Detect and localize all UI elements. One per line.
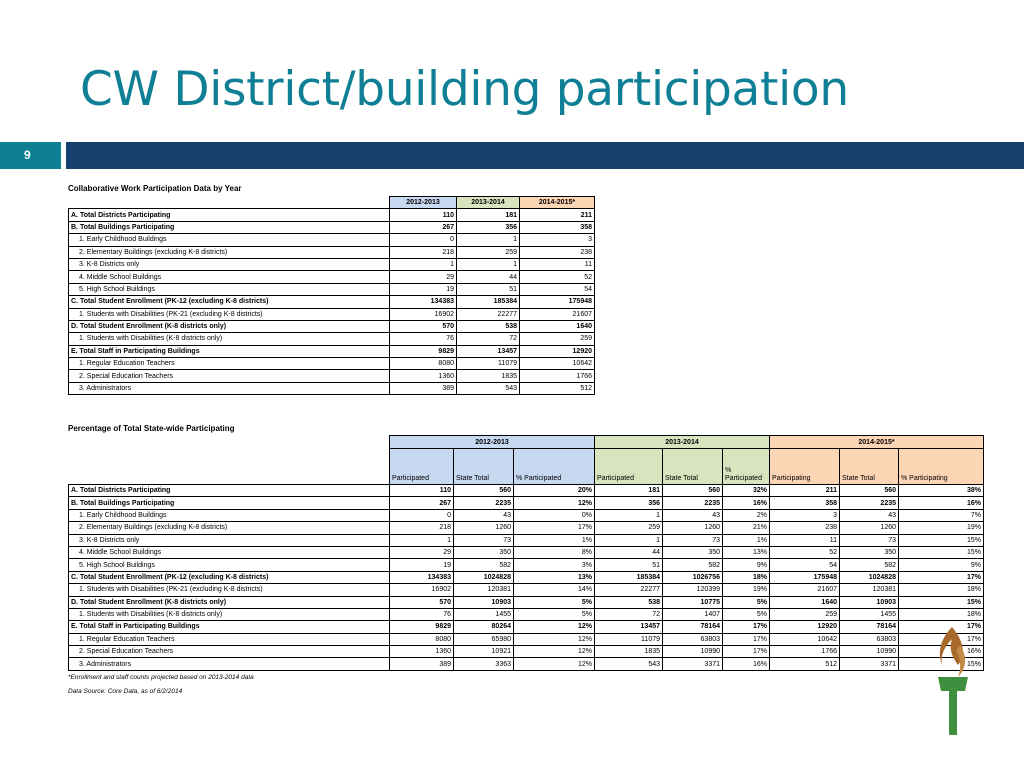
data-cell: 582	[840, 559, 899, 571]
table1-row	[69, 209, 595, 221]
table2-column-header: Participated	[595, 449, 663, 485]
data-cell: 52	[770, 546, 840, 558]
data-cell: 10775	[663, 596, 723, 608]
data-cell: 16%	[899, 497, 984, 509]
data-cell: 13%	[723, 546, 770, 558]
data-cell: 16902	[390, 584, 454, 596]
data-cell: 1	[457, 234, 520, 246]
table1-caption: Collaborative Work Participation Data by Year	[68, 184, 242, 193]
data-cell: 1640	[520, 320, 595, 332]
table2-column-header: % Participating	[899, 449, 984, 485]
data-cell: 18%	[723, 571, 770, 583]
table1-row	[69, 258, 595, 270]
data-cell: 19	[390, 283, 457, 295]
data-cell: 51	[457, 283, 520, 295]
data-cell: 134383	[390, 571, 454, 583]
table2-row	[69, 658, 984, 670]
data-cell: 16%	[899, 646, 984, 658]
row-label: 3. K-8 Districts only	[69, 258, 390, 270]
data-cell: 259	[770, 608, 840, 620]
data-cell: 29	[390, 546, 454, 558]
torch-cup	[938, 677, 968, 691]
data-cell: 134383	[390, 296, 457, 308]
data-cell: 17%	[723, 633, 770, 645]
row-label: 2. Special Education Teachers	[69, 370, 390, 382]
title-divider-bar	[66, 142, 1024, 169]
table1-row	[69, 246, 595, 258]
data-cell: 1360	[390, 370, 457, 382]
data-cell: 19	[390, 559, 454, 571]
table2-year-header: 2013-2014	[595, 436, 770, 449]
row-label: 1. Students with Disabilities (PK-21 (excluding K-8 districts)	[69, 584, 390, 596]
data-cell: 20%	[514, 485, 595, 497]
table1-row	[69, 308, 595, 320]
row-label: D. Total Student Enrollment (K-8 districts only)	[69, 596, 390, 608]
table1-year-header: 2012-2013	[390, 197, 457, 209]
data-cell: 12920	[520, 345, 595, 357]
data-cell: 1%	[723, 534, 770, 546]
table2-column-header: State Total	[454, 449, 514, 485]
data-cell: 3	[770, 509, 840, 521]
data-cell: 560	[454, 485, 514, 497]
row-label: B. Total Buildings Participating	[69, 497, 390, 509]
data-cell: 1260	[454, 522, 514, 534]
data-cell: 3	[520, 234, 595, 246]
table2-row	[69, 534, 984, 546]
table2-row	[69, 522, 984, 534]
table1-corner	[69, 197, 390, 209]
table1-row	[69, 221, 595, 233]
table1-row	[69, 320, 595, 332]
data-cell: 43	[840, 509, 899, 521]
table2-column-header: Participated	[390, 449, 454, 485]
data-cell: 1835	[457, 370, 520, 382]
table2-column-header: State Total	[663, 449, 723, 485]
data-cell: 11079	[457, 358, 520, 370]
data-cell: 76	[390, 333, 457, 345]
data-cell: 43	[663, 509, 723, 521]
data-cell: 17%	[899, 621, 984, 633]
row-label: 3. K-8 Districts only	[69, 534, 390, 546]
data-cell: 18%	[899, 608, 984, 620]
row-label: 5. High School Buildings	[69, 559, 390, 571]
table1-year-header: 2013-2014	[457, 197, 520, 209]
data-cell: 1260	[840, 522, 899, 534]
data-cell: 1	[457, 258, 520, 270]
row-label: 1. Regular Education Teachers	[69, 633, 390, 645]
data-cell: 1	[595, 509, 663, 521]
data-cell: 185384	[595, 571, 663, 583]
data-cell: 15%	[899, 596, 984, 608]
data-cell: 211	[520, 209, 595, 221]
data-cell: 22277	[457, 308, 520, 320]
data-cell: 9%	[899, 559, 984, 571]
data-cell: 538	[457, 320, 520, 332]
data-cell: 582	[454, 559, 514, 571]
table1-row	[69, 234, 595, 246]
data-cell: 175948	[770, 571, 840, 583]
data-cell: 1640	[770, 596, 840, 608]
data-cell: 110	[390, 485, 454, 497]
row-label: B. Total Buildings Participating	[69, 221, 390, 233]
data-cell: 12%	[514, 633, 595, 645]
data-cell: 3371	[663, 658, 723, 670]
data-cell: 12%	[514, 621, 595, 633]
table2-year-header: 2014-2015*	[770, 436, 984, 449]
data-cell: 9829	[390, 345, 457, 357]
table1-row	[69, 271, 595, 283]
data-cell: 2235	[840, 497, 899, 509]
data-cell: 8080	[390, 358, 457, 370]
row-label: E. Total Staff in Participating Buildings	[69, 345, 390, 357]
table2-row	[69, 608, 984, 620]
data-cell: 570	[390, 320, 457, 332]
row-label: C. Total Student Enrollment (PK-12 (excluding K-8 districts)	[69, 571, 390, 583]
data-cell: 11	[770, 534, 840, 546]
row-label: 1. Early Childhood Buildings	[69, 234, 390, 246]
footnote: *Enrollment and staff counts projected based on 2013-2014 data	[68, 674, 254, 681]
data-cell: 73	[663, 534, 723, 546]
row-label: 4. Middle School Buildings	[69, 546, 390, 558]
data-cell: 80264	[454, 621, 514, 633]
data-cell: 10642	[770, 633, 840, 645]
table1-row	[69, 345, 595, 357]
row-label: 5. High School Buildings	[69, 283, 390, 295]
data-cell: 11	[520, 258, 595, 270]
data-cell: 12%	[514, 646, 595, 658]
data-cell: 5%	[514, 608, 595, 620]
data-cell: 65980	[454, 633, 514, 645]
data-cell: 120381	[840, 584, 899, 596]
data-cell: 1026756	[663, 571, 723, 583]
data-cell: 17%	[723, 646, 770, 658]
data-cell: 8%	[514, 546, 595, 558]
data-cell: 21%	[723, 522, 770, 534]
data-cell: 2235	[454, 497, 514, 509]
table2-column-header: % Participated	[514, 449, 595, 485]
data-cell: 120399	[663, 584, 723, 596]
data-cell: 350	[840, 546, 899, 558]
data-cell: 3363	[454, 658, 514, 670]
data-cell: 238	[770, 522, 840, 534]
data-cell: 211	[770, 485, 840, 497]
data-cell: 1	[390, 258, 457, 270]
data-cell: 1024828	[840, 571, 899, 583]
data-cell: 18%	[899, 584, 984, 596]
data-cell: 5%	[514, 596, 595, 608]
row-label: 2. Elementary Buildings (excluding K-8 districts)	[69, 522, 390, 534]
data-cell: 13457	[595, 621, 663, 633]
row-label: 3. Administrators	[69, 382, 390, 394]
data-cell: 582	[663, 559, 723, 571]
data-cell: 350	[454, 546, 514, 558]
data-cell: 2235	[663, 497, 723, 509]
row-label: 3. Administrators	[69, 658, 390, 670]
data-cell: 63803	[840, 633, 899, 645]
data-cell: 543	[595, 658, 663, 670]
data-cell: 21607	[770, 584, 840, 596]
table2-column-header: Participating	[770, 449, 840, 485]
data-cell: 3371	[840, 658, 899, 670]
table1-row	[69, 382, 595, 394]
row-label: 1. Students with Disabilities (K-8 districts only)	[69, 608, 390, 620]
row-label: 4. Middle School Buildings	[69, 271, 390, 283]
data-cell: 78164	[663, 621, 723, 633]
table2-row	[69, 646, 984, 658]
data-cell: 267	[390, 221, 457, 233]
participation-by-year-table	[68, 196, 595, 395]
table2-row	[69, 596, 984, 608]
data-cell: 12%	[514, 497, 595, 509]
table1-row	[69, 358, 595, 370]
data-cell: 38%	[899, 485, 984, 497]
data-cell: 44	[457, 271, 520, 283]
data-cell: 358	[520, 221, 595, 233]
table2-row	[69, 621, 984, 633]
data-cell: 358	[770, 497, 840, 509]
row-label: D. Total Student Enrollment (K-8 districts only)	[69, 320, 390, 332]
data-cell: 32%	[723, 485, 770, 497]
data-cell: 10642	[520, 358, 595, 370]
data-cell: 259	[520, 333, 595, 345]
table2-row	[69, 571, 984, 583]
data-cell: 1260	[663, 522, 723, 534]
data-cell: 1%	[514, 534, 595, 546]
table2-row	[69, 485, 984, 497]
data-cell: 12920	[770, 621, 840, 633]
page-number: 9	[24, 148, 31, 162]
data-cell: 52	[520, 271, 595, 283]
data-cell: 11079	[595, 633, 663, 645]
data-cell: 218	[390, 246, 457, 258]
row-label: 1. Students with Disabilities (K-8 districts only)	[69, 333, 390, 345]
data-cell: 17%	[723, 621, 770, 633]
data-cell: 54	[770, 559, 840, 571]
data-cell: 0	[390, 509, 454, 521]
data-cell: 15%	[899, 534, 984, 546]
statewide-percentage-table	[68, 435, 984, 671]
data-cell: 259	[595, 522, 663, 534]
data-cell: 350	[663, 546, 723, 558]
data-cell: 512	[520, 382, 595, 394]
torch-handle	[949, 691, 957, 735]
data-cell: 1	[390, 534, 454, 546]
data-cell: 19%	[899, 522, 984, 534]
data-cell: 120381	[454, 584, 514, 596]
data-cell: 570	[390, 596, 454, 608]
data-cell: 1024828	[454, 571, 514, 583]
data-cell: 185384	[457, 296, 520, 308]
data-cell: 63803	[663, 633, 723, 645]
data-cell: 560	[840, 485, 899, 497]
data-cell: 1	[595, 534, 663, 546]
data-cell: 1455	[454, 608, 514, 620]
data-cell: 13%	[514, 571, 595, 583]
data-cell: 7%	[899, 509, 984, 521]
slide-title: CW District/building participation	[80, 62, 849, 117]
data-cell: 13457	[457, 345, 520, 357]
table2-column-header: % Participated	[723, 449, 770, 485]
table2-row	[69, 546, 984, 558]
row-label: 2. Special Education Teachers	[69, 646, 390, 658]
page-number-box	[0, 142, 61, 169]
data-cell: 73	[840, 534, 899, 546]
table1-row	[69, 333, 595, 345]
data-cell: 16%	[723, 497, 770, 509]
data-cell: 3%	[514, 559, 595, 571]
row-label: A. Total Districts Participating	[69, 209, 390, 221]
data-cell: 1835	[595, 646, 663, 658]
table1-year-header: 2014-2015*	[520, 197, 595, 209]
row-label: 1. Students with Disabilities (PK-21 (excluding K-8 districts)	[69, 308, 390, 320]
data-cell: 9%	[723, 559, 770, 571]
data-cell: 10990	[663, 646, 723, 658]
data-cell: 72	[595, 608, 663, 620]
data-cell: 512	[770, 658, 840, 670]
data-cell: 0%	[514, 509, 595, 521]
table2-row	[69, 584, 984, 596]
row-label: E. Total Staff in Participating Buildings	[69, 621, 390, 633]
data-cell: 1766	[770, 646, 840, 658]
data-cell: 9829	[390, 621, 454, 633]
table1-row	[69, 370, 595, 382]
data-cell: 19%	[723, 584, 770, 596]
data-cell: 218	[390, 522, 454, 534]
data-cell: 12%	[514, 658, 595, 670]
data-cell: 76	[390, 608, 454, 620]
table2-row	[69, 559, 984, 571]
data-cell: 538	[595, 596, 663, 608]
table2-row	[69, 633, 984, 645]
data-cell: 15%	[899, 658, 984, 670]
data-cell: 15%	[899, 546, 984, 558]
data-cell: 8080	[390, 633, 454, 645]
data-cell: 10903	[840, 596, 899, 608]
data-cell: 1407	[663, 608, 723, 620]
table1-row	[69, 296, 595, 308]
table2-row	[69, 509, 984, 521]
data-cell: 72	[457, 333, 520, 345]
table2-corner	[69, 449, 390, 485]
data-cell: 44	[595, 546, 663, 558]
data-cell: 1455	[840, 608, 899, 620]
data-cell: 0	[390, 234, 457, 246]
data-cell: 10990	[840, 646, 899, 658]
row-label: 2. Elementary Buildings (excluding K-8 districts)	[69, 246, 390, 258]
data-cell: 259	[457, 246, 520, 258]
torch-icon	[932, 625, 974, 737]
table2-year-header: 2012-2013	[390, 436, 595, 449]
data-cell: 16%	[723, 658, 770, 670]
data-cell: 14%	[514, 584, 595, 596]
row-label: A. Total Districts Participating	[69, 485, 390, 497]
row-label: 1. Regular Education Teachers	[69, 358, 390, 370]
data-cell: 17%	[514, 522, 595, 534]
data-source-note: Data Source: Core Data, as of 6/2/2014	[68, 688, 183, 695]
data-cell: 1766	[520, 370, 595, 382]
data-cell: 389	[390, 658, 454, 670]
data-cell: 10903	[454, 596, 514, 608]
table2-caption: Percentage of Total State-wide Participating	[68, 424, 235, 433]
table2-column-header: State Total	[840, 449, 899, 485]
data-cell: 543	[457, 382, 520, 394]
data-cell: 389	[390, 382, 457, 394]
data-cell: 10921	[454, 646, 514, 658]
data-cell: 181	[595, 485, 663, 497]
data-cell: 78164	[840, 621, 899, 633]
data-cell: 5%	[723, 608, 770, 620]
data-cell: 181	[457, 209, 520, 221]
table2-row	[69, 497, 984, 509]
data-cell: 5%	[723, 596, 770, 608]
data-cell: 238	[520, 246, 595, 258]
data-cell: 21607	[520, 308, 595, 320]
data-cell: 43	[454, 509, 514, 521]
data-cell: 17%	[899, 633, 984, 645]
data-cell: 560	[663, 485, 723, 497]
data-cell: 175948	[520, 296, 595, 308]
data-cell: 17%	[899, 571, 984, 583]
data-cell: 2%	[723, 509, 770, 521]
table1-row	[69, 283, 595, 295]
data-cell: 22277	[595, 584, 663, 596]
data-cell: 267	[390, 497, 454, 509]
data-cell: 16902	[390, 308, 457, 320]
data-cell: 1360	[390, 646, 454, 658]
data-cell: 356	[595, 497, 663, 509]
data-cell: 110	[390, 209, 457, 221]
table2-corner	[69, 436, 390, 449]
data-cell: 51	[595, 559, 663, 571]
data-cell: 356	[457, 221, 520, 233]
data-cell: 54	[520, 283, 595, 295]
row-label: 1. Early Childhood Buildings	[69, 509, 390, 521]
row-label: C. Total Student Enrollment (PK-12 (excluding K-8 districts)	[69, 296, 390, 308]
data-cell: 73	[454, 534, 514, 546]
data-cell: 29	[390, 271, 457, 283]
